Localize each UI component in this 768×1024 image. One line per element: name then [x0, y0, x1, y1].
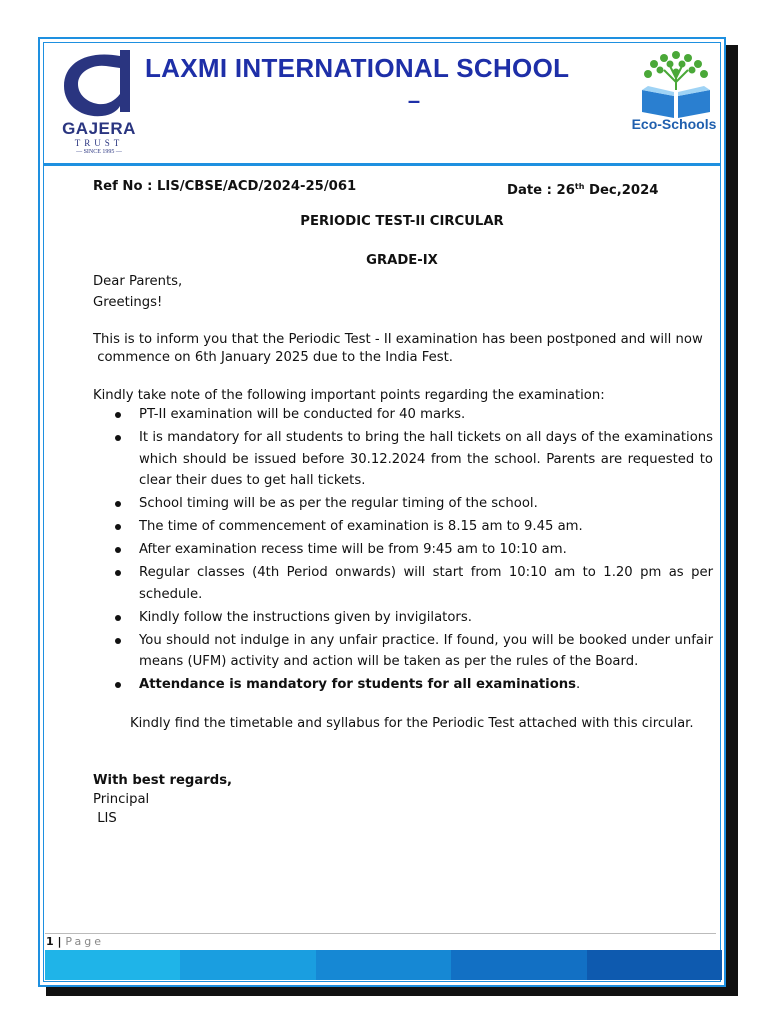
signoff-title: Principal	[93, 792, 150, 807]
list-item-bold: Attendance is mandatory for students for all examinations.	[93, 674, 713, 696]
header-divider	[43, 163, 721, 166]
list-item: School timing will be as per the regular timing of the school.	[93, 493, 713, 515]
footer-band-segment	[451, 950, 586, 980]
signoff-regards: With best regards,	[93, 773, 233, 788]
list-item: PT-II examination will be conducted for 40 marks.	[93, 404, 713, 426]
footer-band-segment	[316, 950, 451, 980]
eco-schools-logo	[634, 50, 720, 120]
closing-note: Kindly find the timetable and syllabus for the Periodic Test attached with this circular.	[130, 716, 694, 731]
footer-divider	[45, 933, 716, 934]
eco-schools-logo-text: Eco-Schools	[631, 116, 717, 132]
footer-band-segment	[45, 950, 180, 980]
date-prefix: Date : 26	[507, 183, 575, 198]
date-ordinal: th	[574, 182, 585, 191]
footer-band-segment	[587, 950, 722, 980]
list-item: After examination recess time will be from 9:45 am to 10:10 am.	[93, 539, 713, 561]
footer-band-segment	[180, 950, 315, 980]
gajera-logo-sub: TRUST	[74, 138, 124, 148]
salutation: Dear Parents,	[93, 274, 183, 289]
list-item: The time of commencement of examination is 8.15 am to 9.45 am.	[93, 516, 713, 538]
school-name-title: LAXMI INTERNATIONAL SCHOOL	[145, 53, 570, 83]
grade-title: GRADE-IX	[366, 253, 438, 268]
footer-color-band	[45, 950, 722, 980]
signoff-org: LIS	[93, 811, 117, 826]
circular-title: PERIODIC TEST-II CIRCULAR	[300, 214, 504, 229]
points-intro: Kindly take note of the following important points regarding the examination:	[93, 388, 605, 403]
gajera-logo-since: — SINCE 1995 —	[76, 149, 122, 155]
gajera-logo-name: GAJERA	[62, 119, 136, 138]
title-dash: –	[407, 88, 421, 113]
list-item: Kindly follow the instructions given by invigilators.	[93, 607, 713, 629]
circular-date	[507, 176, 658, 201]
list-item: It is mandatory for all students to bring the hall tickets on all days of the examinations which should be issued before 30.12.2024 from the school. Parents are requested to clear their dues to get hall tickets.	[93, 427, 713, 492]
page-number: 1 | Page	[46, 935, 104, 948]
date-suffix: Dec,2024	[584, 183, 659, 198]
reference-number: Ref No : LIS/CBSE/ACD/2024-25/061	[93, 179, 357, 194]
exam-points-list	[93, 404, 713, 697]
list-item: You should not indulge in any unfair practice. If found, you will be booked under unfair means (UFM) activity and action will be taken as per the rules of the Board.	[93, 630, 713, 673]
intro-line-2: commence on 6th January 2025 due to the India Fest.	[93, 350, 453, 365]
greeting: Greetings!	[93, 295, 163, 310]
intro-line-1: This is to inform you that the Periodic Test - II examination has been postponed and will now	[93, 332, 703, 347]
list-item: Regular classes (4th Period onwards) will start from 10:10 am to 1.20 pm as per schedule.	[93, 562, 713, 605]
